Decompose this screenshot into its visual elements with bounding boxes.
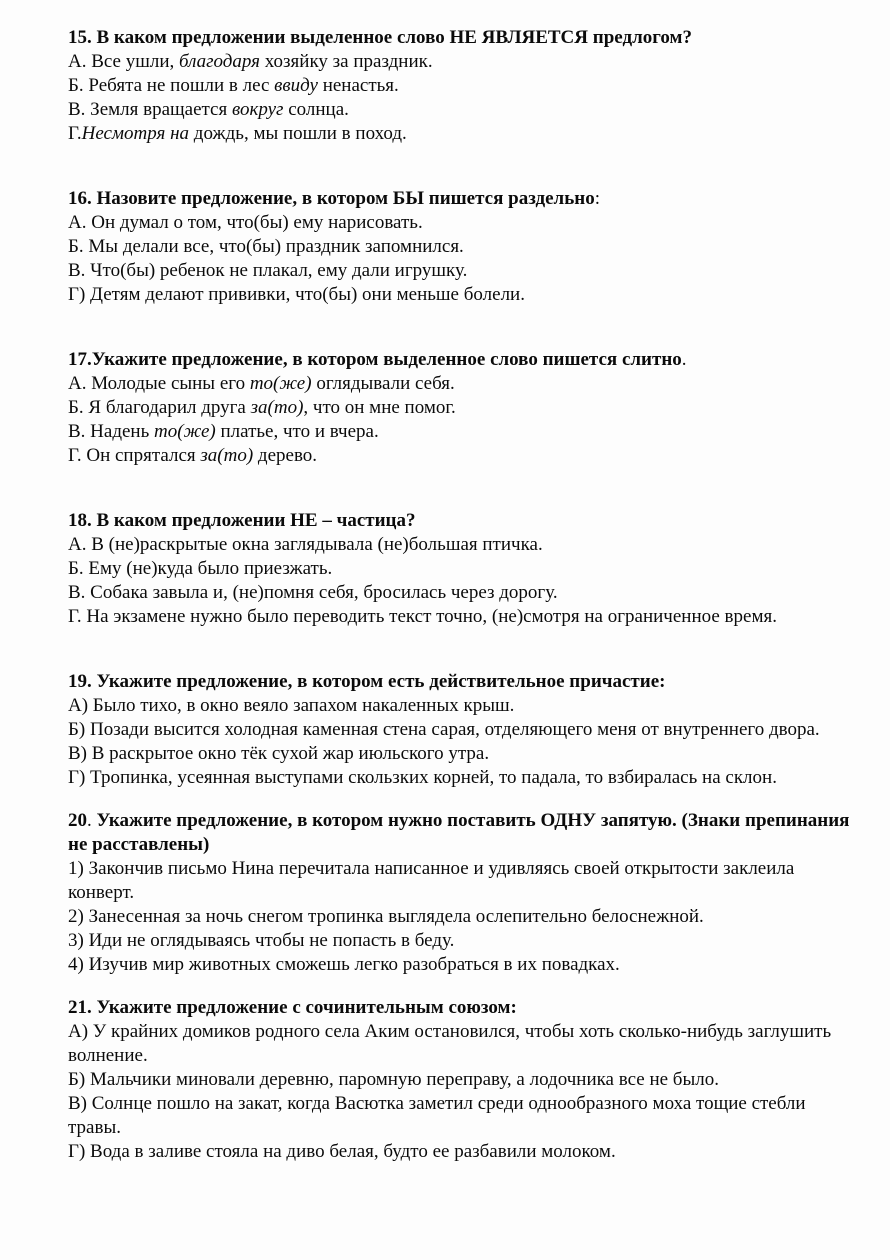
question-17 bbox=[68, 348, 850, 468]
text-segment: Г) Тропинка, усеянная выступами скользких корней, то падала, то взбиралась на склон. bbox=[68, 767, 777, 788]
text-segment: хозяйку за праздник. bbox=[260, 51, 433, 72]
question-list bbox=[68, 26, 855, 1164]
text-segment: А. Молодые сыны его bbox=[68, 373, 250, 394]
text-segment: А. В (не)раскрытые окна заглядывала (не)большая птичка. bbox=[68, 534, 543, 555]
text-segment: за(то) bbox=[200, 445, 254, 466]
question-21 bbox=[68, 996, 850, 1164]
text-segment: Б) Мальчики миновали деревню, паромную переправу, а лодочника все не было. bbox=[68, 1069, 719, 1090]
text-segment: 16. Назовите предложение, в котором БЫ пишется раздельно bbox=[68, 188, 595, 209]
text-segment: В. Что(бы) ребенок не плакал, ему дали игрушку. bbox=[68, 260, 468, 281]
text-segment: дождь, мы пошли в поход. bbox=[189, 123, 407, 144]
answer-option bbox=[68, 444, 850, 468]
text-segment: . bbox=[87, 810, 97, 831]
text-segment: 2) Занесенная за ночь снегом тропинка выглядела ослепительно белоснежной. bbox=[68, 906, 704, 927]
answer-option bbox=[68, 372, 850, 396]
question-header bbox=[68, 670, 850, 694]
text-segment: 19. Укажите предложение, в котором есть действительное причастие: bbox=[68, 671, 666, 692]
answer-option bbox=[68, 122, 850, 146]
text-segment: Г. Он спрятался bbox=[68, 445, 201, 466]
text-segment: Б. Ребята не пошли в лес bbox=[68, 75, 275, 96]
text-segment: В. Надень bbox=[68, 421, 155, 442]
text-segment: то(же) bbox=[249, 373, 312, 394]
answer-option bbox=[68, 1140, 850, 1164]
question-header bbox=[68, 26, 850, 50]
answer-option bbox=[68, 953, 850, 977]
answer-option bbox=[68, 905, 850, 929]
question-header bbox=[68, 996, 850, 1020]
answer-option bbox=[68, 1068, 850, 1092]
answer-option bbox=[68, 98, 850, 122]
text-segment: А) Было тихо, в окно веяло запахом накаленных крыш. bbox=[68, 695, 515, 716]
answer-option bbox=[68, 742, 850, 766]
answer-option bbox=[68, 1020, 850, 1068]
answer-option bbox=[68, 557, 850, 581]
text-segment: В. Собака завыла и, (не)помня себя, бросилась через дорогу. bbox=[68, 582, 558, 603]
text-segment: Укажите предложение, в котором нужно поставить ОДНУ запятую. (Знаки препинания не расставлены) bbox=[68, 810, 855, 855]
question-18 bbox=[68, 509, 850, 629]
text-segment: Б. Я благодарил друга bbox=[68, 397, 251, 418]
answer-option bbox=[68, 283, 850, 307]
text-segment: 4) Изучив мир животных сможешь легко разобраться в их повадках. bbox=[68, 954, 620, 975]
question-16 bbox=[68, 187, 850, 307]
text-segment: 18. В каком предложении НЕ – частица? bbox=[68, 510, 416, 531]
question-header bbox=[68, 809, 855, 857]
answer-option bbox=[68, 235, 850, 259]
text-segment: , что он мне помог. bbox=[303, 397, 456, 418]
question-header bbox=[68, 187, 850, 211]
text-segment: 20 bbox=[68, 810, 87, 831]
text-segment: В. Земля вращается bbox=[68, 99, 232, 120]
text-segment: А. Все ушли, bbox=[68, 51, 180, 72]
text-segment: : bbox=[594, 188, 600, 209]
text-segment: за(то) bbox=[250, 397, 304, 418]
text-segment: . bbox=[681, 349, 687, 370]
text-segment: А) У крайних домиков родного села Аким остановился, чтобы хоть сколько-нибудь заглушить волнение. bbox=[68, 1021, 836, 1066]
answer-option bbox=[68, 211, 850, 235]
answer-option bbox=[68, 420, 850, 444]
question-header bbox=[68, 509, 850, 533]
answer-option bbox=[68, 50, 850, 74]
text-segment: 3) Иди не оглядываясь чтобы не попасть в беду. bbox=[68, 930, 455, 951]
text-segment: В) Солнце пошло на закат, когда Васютка заметил среди однообразного моха тощие стебли травы. bbox=[68, 1093, 816, 1138]
text-segment: Несмотря на bbox=[81, 123, 190, 144]
text-segment: Б. Мы делали все, что(бы) праздник запомнился. bbox=[68, 236, 464, 257]
text-segment: ввиду bbox=[274, 75, 318, 96]
text-segment: 17.Укажите предложение, в котором выделенное слово пишется слитно bbox=[68, 349, 682, 370]
answer-option bbox=[68, 605, 850, 629]
text-segment: солнца. bbox=[283, 99, 349, 120]
text-segment: дерево. bbox=[253, 445, 318, 466]
question-15 bbox=[68, 26, 850, 146]
text-segment: Г. bbox=[68, 123, 82, 144]
question-20 bbox=[68, 809, 855, 977]
answer-option bbox=[68, 857, 850, 905]
question-header bbox=[68, 348, 850, 372]
answer-option bbox=[68, 766, 850, 790]
text-segment: 1) Закончив письмо Нина перечитала написанное и удивляясь своей открытости заклеила конверт. bbox=[68, 858, 800, 903]
answer-option bbox=[68, 929, 850, 953]
text-segment: А. Он думал о том, что(бы) ему нарисовать. bbox=[68, 212, 423, 233]
text-segment: 15. В каком предложении выделенное слово НЕ ЯВЛЯЕТСЯ предлогом? bbox=[68, 27, 692, 48]
text-segment: 21. Укажите предложение с сочинительным союзом: bbox=[68, 997, 517, 1018]
text-segment: Г) Вода в заливе стояла на диво белая, будто ее разбавили молоком. bbox=[68, 1141, 616, 1162]
answer-option bbox=[68, 533, 850, 557]
text-segment: Г) Детям делают прививки, что(бы) они меньше болели. bbox=[68, 284, 525, 305]
text-segment: ненастья. bbox=[317, 75, 399, 96]
question-19 bbox=[68, 670, 850, 790]
text-segment: вокруг bbox=[231, 99, 284, 120]
answer-option bbox=[68, 694, 850, 718]
answer-option bbox=[68, 74, 850, 98]
text-segment: Г. На экзамене нужно было переводить текст точно, (не)смотря на ограниченное время. bbox=[68, 606, 777, 627]
answer-option bbox=[68, 396, 850, 420]
answer-option bbox=[68, 718, 850, 742]
text-segment: В) В раскрытое окно тёк сухой жар июльского утра. bbox=[68, 743, 490, 764]
text-segment: оглядывали себя. bbox=[311, 373, 455, 394]
answer-option bbox=[68, 581, 850, 605]
text-segment: то(же) bbox=[154, 421, 216, 442]
answer-option bbox=[68, 259, 850, 283]
text-segment: платье, что и вчера. bbox=[215, 421, 379, 442]
text-segment: Б) Позади высится холодная каменная стена сарая, отделяющего меня от внутреннего двора. bbox=[68, 719, 820, 740]
answer-option bbox=[68, 1092, 850, 1140]
text-segment: Б. Ему (не)куда было приезжать. bbox=[68, 558, 333, 579]
text-segment: благодаря bbox=[179, 51, 260, 72]
